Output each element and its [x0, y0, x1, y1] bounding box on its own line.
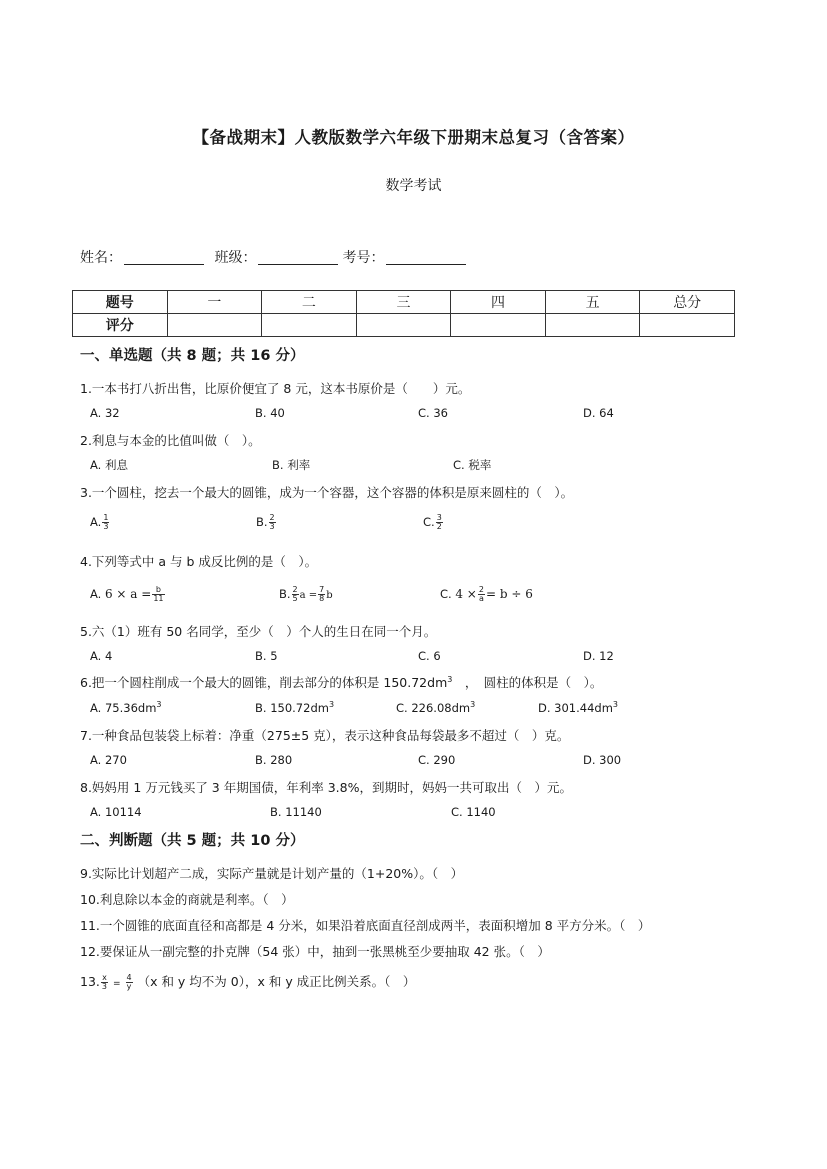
- student-info-line: [80, 247, 470, 267]
- q5-option-b[interactable]: B. 5: [255, 649, 278, 663]
- score-table-cell: 三: [356, 291, 451, 314]
- fraction: $\frac{b}{11}$: [153, 585, 164, 603]
- q7-option-d[interactable]: D. 300: [583, 753, 622, 767]
- score-table-cell: 二: [262, 291, 357, 314]
- score-table-cell: 一: [167, 291, 262, 314]
- fraction: $\frac{1}{3}$: [103, 513, 109, 531]
- fraction: $\frac{2}{5}$: [292, 585, 298, 603]
- fraction: $\frac{3}{2}$: [436, 513, 442, 531]
- q8-option-b[interactable]: B. 11140: [270, 805, 322, 819]
- exam-no-blank[interactable]: [386, 250, 466, 265]
- expression: = b ÷ 6: [485, 587, 533, 601]
- question-1: 1.一本书打八折出售，比原价便宜了 8 元，这本书原价是（ ）元。: [80, 381, 471, 396]
- q7-option-c[interactable]: C. 290: [418, 753, 456, 767]
- fraction: $\frac{7}{8}$: [319, 585, 325, 603]
- score-table-header-row: [73, 291, 735, 314]
- expression: 6 × a =: [104, 587, 152, 601]
- question-13: [80, 972, 415, 991]
- q5-option-c[interactable]: C. 6: [418, 649, 441, 663]
- q3-option-a[interactable]: [90, 514, 110, 531]
- option-label: C.: [440, 587, 452, 601]
- question-10: 10.利息除以本金的商就是利率。（ ）: [80, 892, 294, 907]
- score-table-cell: 五: [545, 291, 640, 314]
- q6-option-a[interactable]: A. $75.36dm^3$: [90, 700, 162, 715]
- score-table-cell: 四: [451, 291, 546, 314]
- section-title-single-choice: 一、单选题（共 8 题；共 16 分）: [80, 348, 305, 364]
- question-12: 12.要保证从一副完整的扑克牌（54 张）中，抽到一张黑桃至少要抽取 42 张。（ ）: [80, 944, 550, 959]
- question-2: 2.利息与本金的比值叫做（ ）。: [80, 433, 261, 448]
- question-9: 9.实际比计划超产二成，实际产量就是计划产量的（1+20%）。（ ）: [80, 866, 464, 881]
- q1-option-c[interactable]: C. 36: [418, 406, 448, 420]
- question-13-text: （x 和 y 均不为 0），x 和 y 成正比例关系。（ ）: [137, 974, 416, 989]
- q7-option-a[interactable]: A. 270: [90, 753, 127, 767]
- q3-option-b[interactable]: [256, 514, 277, 531]
- score-input-cell[interactable]: [640, 314, 735, 337]
- equals-sign: =: [112, 979, 121, 989]
- score-table: [72, 290, 735, 337]
- name-label: 姓名：: [80, 250, 122, 266]
- option-label: B.: [256, 515, 268, 529]
- score-table-cell: 评分: [73, 314, 168, 337]
- q5-option-a[interactable]: A. 4: [90, 649, 113, 663]
- page-subtitle: 数学考试: [385, 178, 442, 194]
- q1-option-b[interactable]: B. 40: [255, 406, 285, 420]
- q2-option-c[interactable]: C. 税率: [453, 458, 492, 472]
- q1-option-d[interactable]: D. 64: [583, 406, 614, 420]
- score-table-cell: 总分: [640, 291, 735, 314]
- option-label: C.: [423, 515, 435, 529]
- superscript: 3: [447, 674, 453, 684]
- q7-option-b[interactable]: B. 280: [255, 753, 293, 767]
- class-label: 班级：: [214, 250, 257, 266]
- q8-option-a[interactable]: A. 10114: [90, 805, 142, 819]
- fraction: $\frac{2}{3}$: [269, 513, 275, 531]
- score-input-cell[interactable]: [262, 314, 357, 337]
- question-11: 11.一个圆锥的底面直径和高都是 4 分米，如果沿着底面直径剖成两半，表面积增加 8 平方分米。（ ）: [80, 918, 651, 933]
- question-6: [80, 673, 602, 691]
- q6-option-c[interactable]: C. $226.08dm^3$: [396, 700, 476, 715]
- score-input-cell[interactable]: [545, 314, 640, 337]
- question-6-text: 6.把一个圆柱削成一个最大的圆锥，削去部分的体积是 150.72dm: [80, 675, 448, 690]
- option-label: A.: [90, 587, 102, 601]
- q4-option-c[interactable]: [440, 586, 533, 603]
- option-label: A.: [90, 515, 102, 529]
- q2-option-a[interactable]: A. 利息: [90, 458, 128, 472]
- score-input-cell[interactable]: [356, 314, 451, 337]
- fraction: $\frac{x}{3}$: [101, 973, 107, 991]
- score-table-cell: 题号: [73, 291, 168, 314]
- q6-option-b[interactable]: B. $150.72dm^3$: [255, 700, 335, 715]
- q8-option-c[interactable]: C. 1140: [451, 805, 496, 819]
- expression: b: [326, 590, 333, 601]
- option-label: B.: [279, 587, 291, 601]
- q3-option-c[interactable]: [423, 514, 444, 531]
- question-4: 4.下列等式中 a 与 b 成反比例的是（ ）。: [80, 554, 318, 569]
- q4-option-a[interactable]: [90, 586, 166, 603]
- q2-option-b[interactable]: B. 利率: [272, 458, 311, 472]
- question-3: 3.一个圆柱，挖去一个最大的圆锥，成为一个容器，这个容器的体积是原来圆柱的（ ）。: [80, 485, 574, 500]
- page-title: 【备战期末】人教版数学六年级下册期末总复习（含答案）: [192, 128, 635, 147]
- score-input-cell[interactable]: [167, 314, 262, 337]
- question-6-tail: ， 圆柱的体积是（ ）。: [452, 675, 603, 690]
- fraction: $\frac{2}{a}$: [478, 585, 484, 603]
- name-blank[interactable]: [124, 250, 204, 265]
- q6-option-d[interactable]: D. $301.44dm^3$: [538, 700, 619, 715]
- q4-option-b[interactable]: [279, 586, 333, 603]
- question-5: 5.六（1）班有 50 名同学，至少（ ）个人的生日在同一个月。: [80, 624, 437, 639]
- class-blank[interactable]: [258, 250, 338, 265]
- exam-no-label: 考号：: [342, 250, 385, 266]
- q5-option-d[interactable]: D. 12: [583, 649, 614, 663]
- expression: a =: [299, 590, 318, 601]
- fraction: $\frac{4}{y}$: [126, 973, 132, 991]
- score-table-score-row: [73, 314, 735, 337]
- expression: 4 ×: [455, 587, 477, 601]
- section-title-true-false: 二、判断题（共 5 题；共 10 分）: [80, 833, 305, 849]
- question-8: 8.妈妈用 1 万元钱买了 3 年期国债，年利率 3.8%，到期时，妈妈一共可取出（ ）元。: [80, 780, 572, 795]
- question-13-number: 13.: [80, 974, 100, 989]
- score-input-cell[interactable]: [451, 314, 546, 337]
- question-7: 7.一种食品包装袋上标着：净重（275±5 克），表示这种食品每袋最多不超过（ ）克。: [80, 728, 570, 743]
- q1-option-a[interactable]: A. 32: [90, 406, 120, 420]
